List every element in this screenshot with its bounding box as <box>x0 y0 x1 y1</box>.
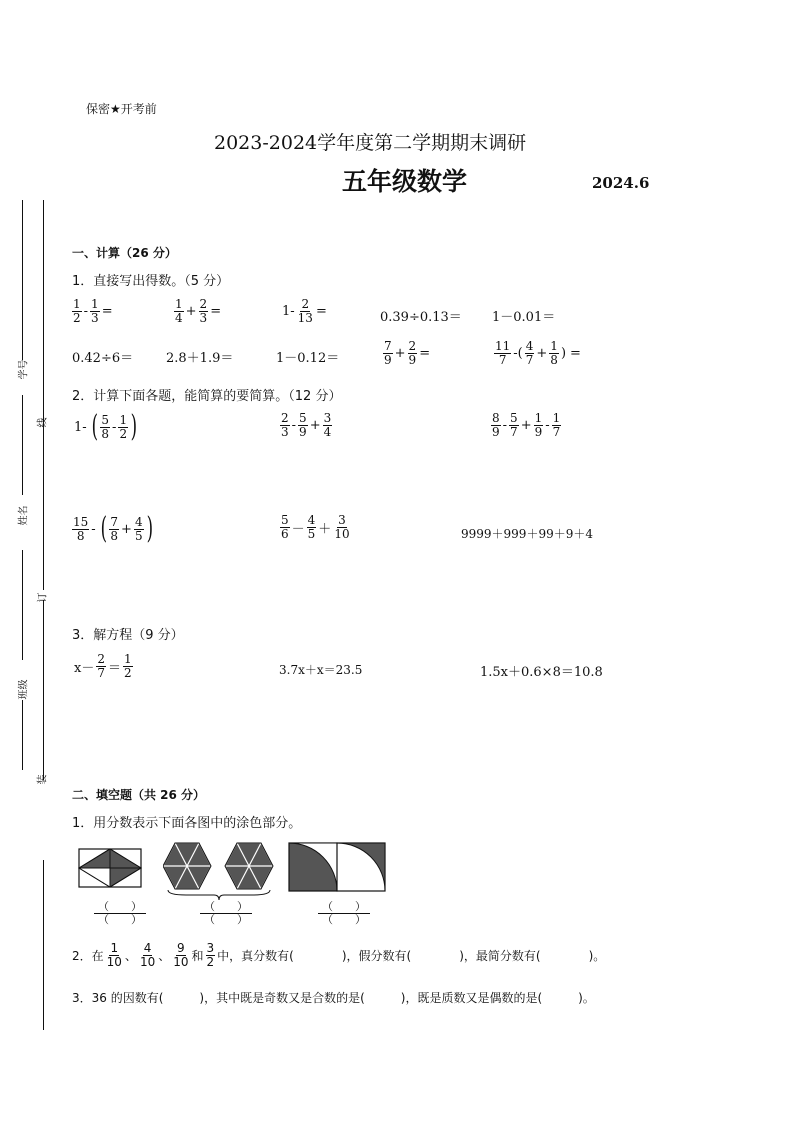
figure-rect-triangles <box>78 848 142 888</box>
q1-r2-e: $\frac{11}{7}$ -( $\frac{4}{7}$ + $\frac{1}{8}$ ) = <box>495 339 581 367</box>
q1-r2-b: 2.8＋1.9＝ <box>166 351 234 366</box>
q3-b: 3.7x＋x＝23.5 <box>279 663 363 677</box>
figure-hexagons <box>163 842 275 890</box>
exam-date: 2024.6 <box>592 174 650 192</box>
q2-c: $\frac{8}{9}$ - $\frac{5}{7}$ + $\frac{1}{9}$ - $\frac{1}{7}$ <box>492 411 561 439</box>
exam-title: 2023-2024学年度第二学期期末调研 <box>214 132 527 154</box>
q2-title: 2．计算下面各题，能简算的要简算。（12 分） <box>72 389 342 404</box>
s2-q3: 3．36 的因数有( )，其中既是奇数又是合数的是( )，既是质数又是偶数的是( )。 <box>72 991 595 1005</box>
binding-line-lower <box>43 600 44 780</box>
secret-label: 保密★开考前 <box>86 102 157 116</box>
binding-line-bottom <box>43 860 44 1030</box>
q1-r1-d: 0.39÷0.13＝ <box>380 310 462 325</box>
q1-r2-c: 1－0.12＝ <box>276 351 340 366</box>
q1-r2-a: 0.42÷6＝ <box>72 351 134 366</box>
q1-r2-d: $\frac{7}{9}$ + $\frac{2}{9}$ = <box>384 339 431 367</box>
q3-c: 1.5x＋0.6×8＝10.8 <box>480 665 603 680</box>
name-field-line <box>22 395 23 495</box>
binding-line-upper <box>43 200 44 590</box>
zhuang-label: 装 <box>37 774 49 785</box>
q1-title: 1．直接写出得数。（5 分） <box>72 274 230 289</box>
answer-blank-2[interactable]: （ ） （ ） <box>200 901 252 926</box>
answer-blank-3[interactable]: （ ） （ ） <box>318 901 370 926</box>
q1-r1-c: 1- $\frac{2}{13}$ = <box>282 297 327 325</box>
student-no-label: 学号 <box>18 359 30 380</box>
name-label: 姓名 <box>18 505 30 526</box>
student-no-field-line <box>22 200 23 360</box>
q3-a: x－ $\frac{2}{7}$ ＝ $\frac{1}{2}$ <box>74 652 132 680</box>
q1-r1-e: 1－0.01＝ <box>492 310 556 325</box>
section1-title: 一、计算（26 分） <box>72 246 177 260</box>
class-label: 班级 <box>18 679 30 700</box>
figure-quarter-circles <box>288 842 388 892</box>
q1-r1-a: $\frac{1}{2}$ - $\frac{1}{3}$ = <box>73 297 113 325</box>
section2-title: 二、填空题（共 26 分） <box>72 788 206 802</box>
q1-r1-b: $\frac{1}{4}$ + $\frac{2}{3}$ = <box>175 297 222 325</box>
class-field-line <box>22 550 23 660</box>
q2-e: $\frac{5}{6}$ － $\frac{4}{5}$ ＋ $\frac{3}{10}$ <box>281 513 350 541</box>
q3-title: 3．解方程（9 分） <box>72 628 184 643</box>
q2-f: 9999＋999＋99＋9＋4 <box>461 527 593 541</box>
ding-label: 订 <box>37 592 49 603</box>
s2-q1-text: 1．用分数表示下面各图中的涂色部分。 <box>72 816 302 831</box>
answer-blank-1[interactable]: （ ） （ ） <box>94 901 146 926</box>
q2-a: 1- ( $\frac{5}{8}$ - $\frac{1}{2}$ ) <box>74 409 138 444</box>
class-field-line-2 <box>22 700 23 770</box>
line-label: 线 <box>37 417 49 428</box>
q2-b: $\frac{2}{3}$ - $\frac{5}{9}$ + $\frac{3}{4}$ <box>281 411 332 439</box>
subject-title: 五年级数学 <box>342 167 468 196</box>
q2-d: $\frac{15}{8}$ - ( $\frac{7}{8}$ + $\frac{4}{5}$ ) <box>73 511 153 546</box>
s2-q2: 2．在 $\frac{1}{10}$ 、 $\frac{4}{10}$ 、 $\frac{9}{10}$ 和 $\frac{3}{2}$ 中，真分数有( )，假分数有( )，最简分数有( )。 <box>72 941 606 969</box>
